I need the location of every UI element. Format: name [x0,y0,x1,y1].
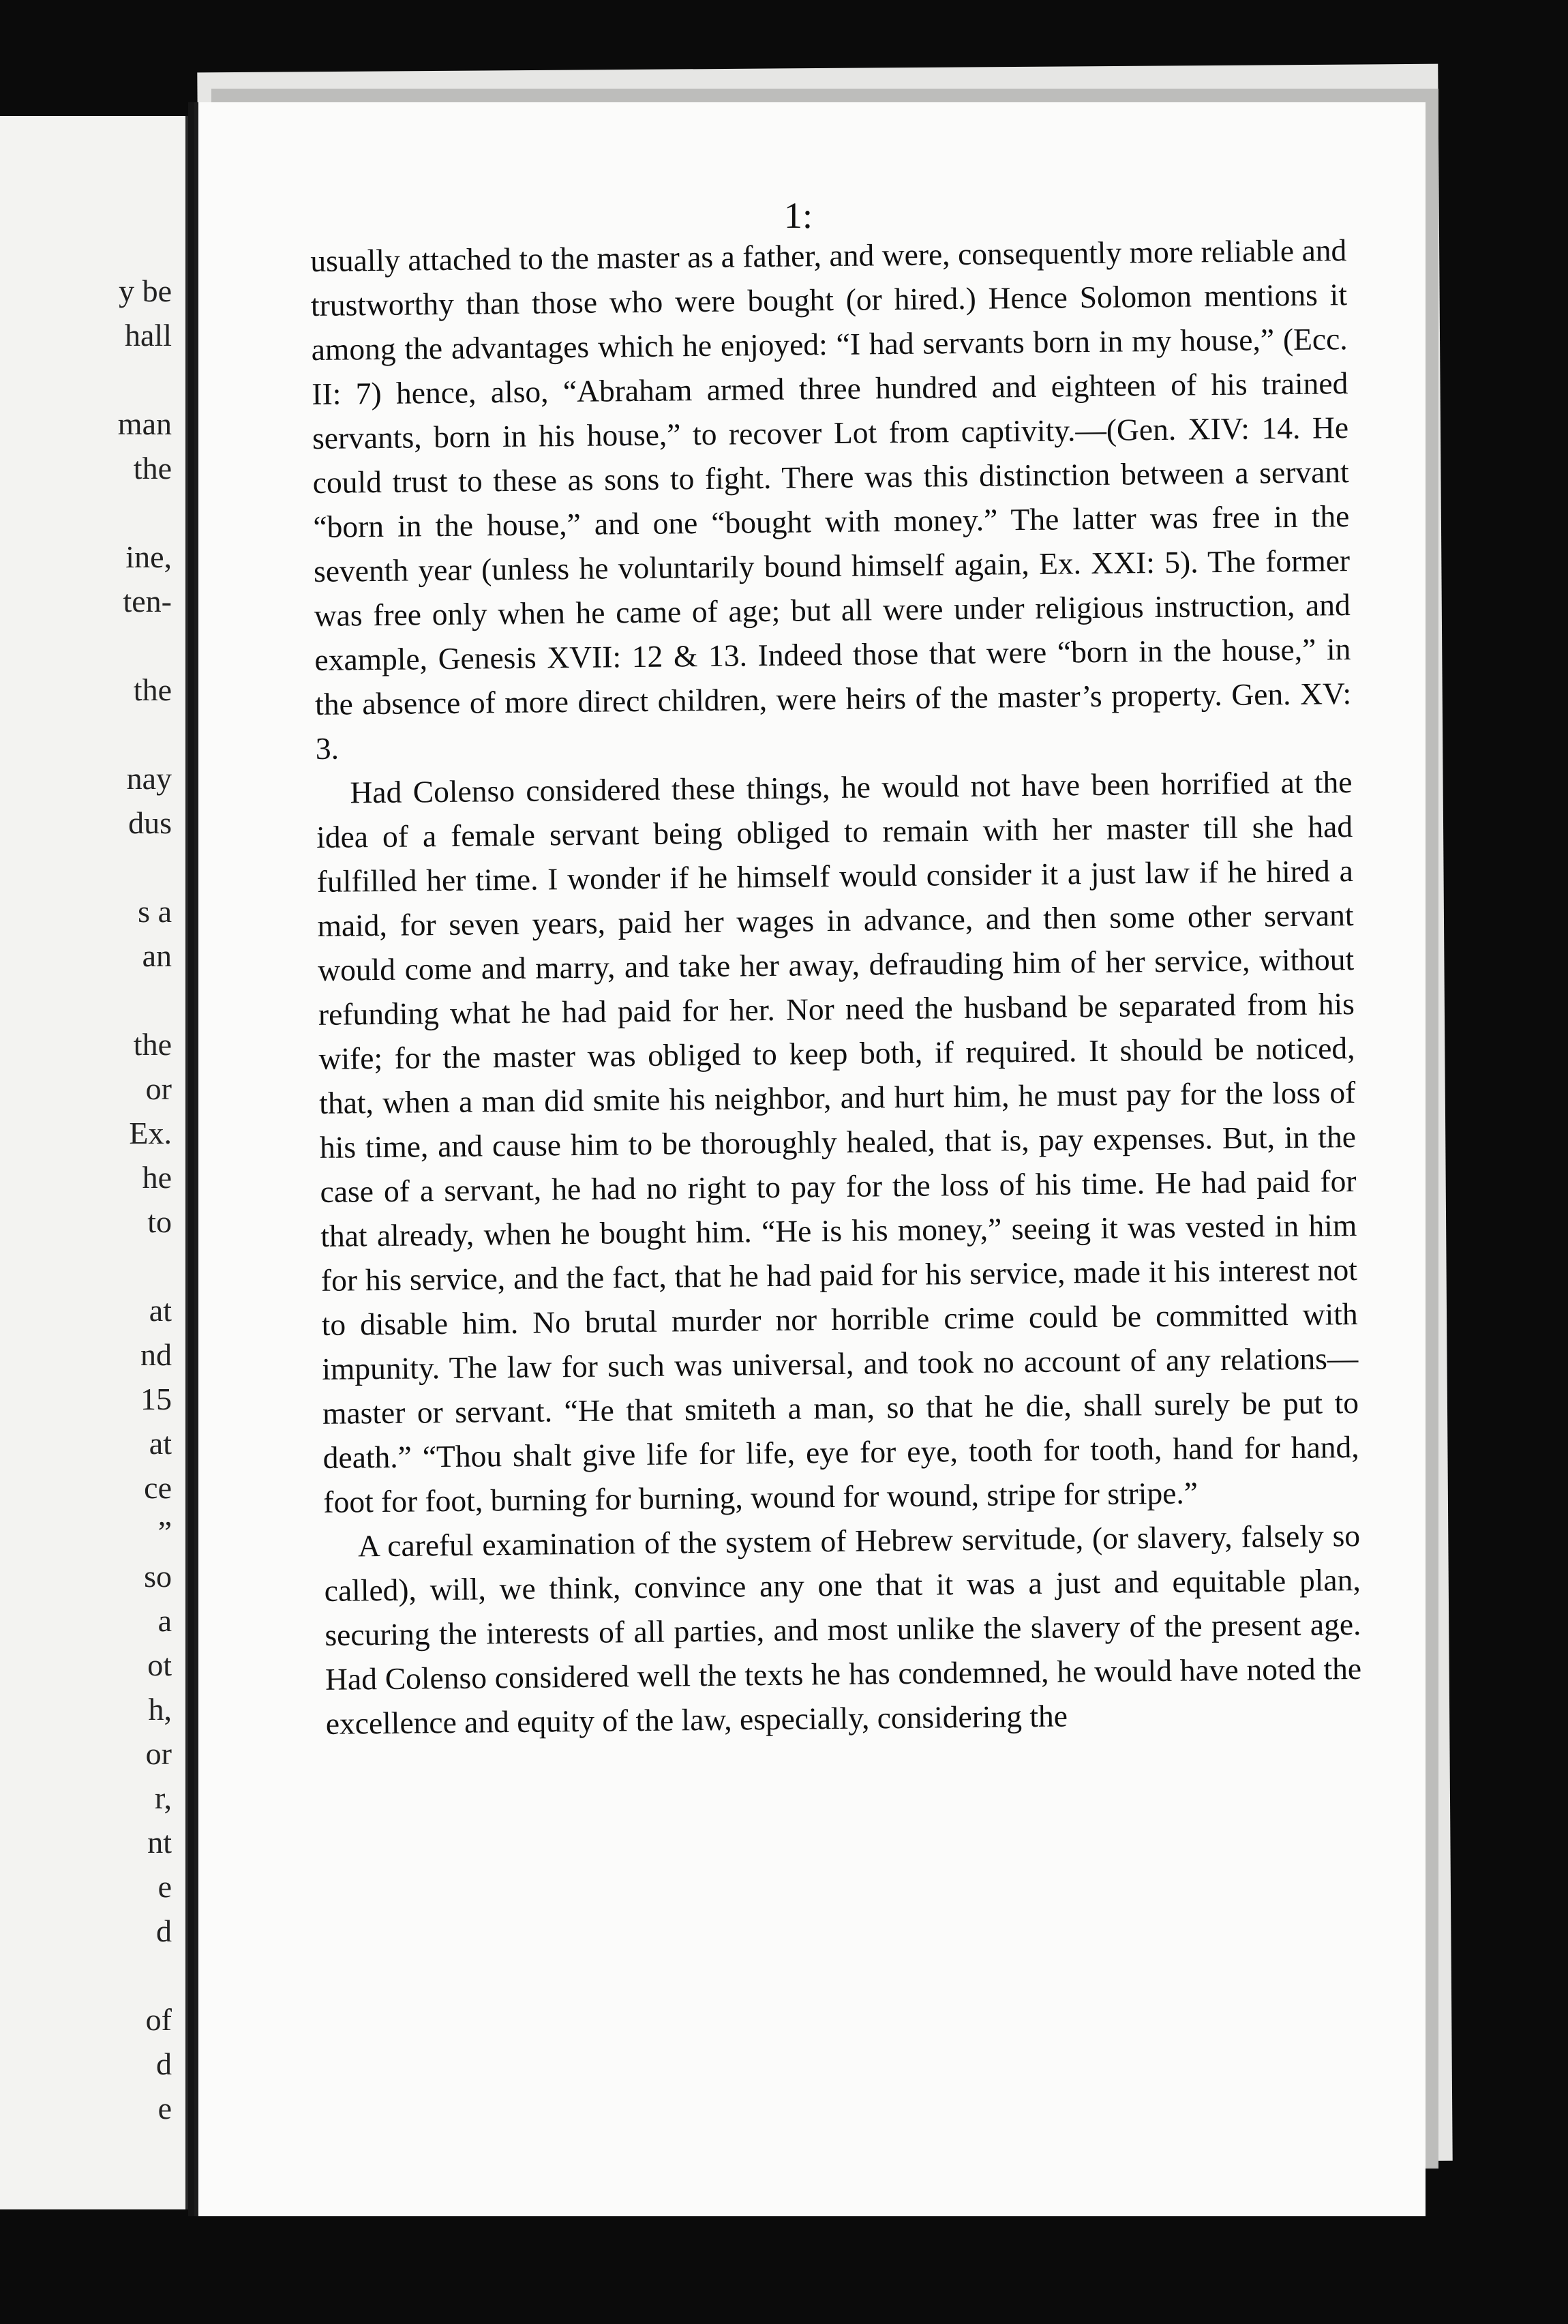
left-page-fragment: y be [119,273,172,308]
left-page-fragment: r, [155,1781,172,1815]
left-page-fragment: hall [125,318,172,353]
left-page-fragment: the [133,451,172,486]
left-page-fragment: e [157,2091,172,2126]
left-page-fragment: ce [144,1470,172,1505]
left-page-fragment: d [156,2046,172,2081]
left-page-fragment: ” [157,1515,172,1549]
left-page-fragment: he [142,1160,172,1195]
left-page-fragment: d [156,1913,172,1948]
left-page-fragment: of [145,2002,172,2037]
left-page-fragment: to [147,1204,172,1239]
left-page-fragment: nay [126,761,172,796]
left-page-fragment: ten- [123,584,172,619]
left-page-fragment: the [133,1027,172,1062]
left-page-fragment: 15 [140,1382,172,1416]
left-page-fragment: at [149,1293,172,1328]
left-page-fragment: an [142,938,172,973]
left-page-fragment: or [145,1071,172,1106]
left-page-fragment: nt [147,1825,172,1860]
left-page-fragment: s a [138,894,172,929]
left-page-fragment: Ex. [129,1116,172,1150]
paragraph-1: usually attached to the master as a father, and were, consequently more reliable and trustworthy than those who were bought (or hired.) Hence Solomon mentions it among the advantages which he enjoyed: “I had servants born in my house,” (Ecc. II: 7) hence, also, “Abraham armed three hundred and eighteen of his trained servants, born in his house,” to recover Lot from captivity.—(Gen. XIV: 14. He could trust to these as sons to fight. There was this distinction between a servant “born in the house,” and one “bought with money.” The latter was free in the seventh year (unless he voluntarily bound himself again, Ex. XXI: 5). The former was free only when he came of age; but all were under religious instruction, and example, Genesis XVII: 12 & 13. Indeed those that were “born in the house,” in the absence of more direct children, were heirs of the master’s property. Gen. XV: 3. [310,233,1352,766]
left-page-fragment: h, [148,1692,172,1727]
left-page [0,116,191,2209]
left-page-fragment: the [133,672,172,707]
left-page-fragment: man [117,406,172,441]
left-page-fragment: dus [128,805,172,840]
page-number: 1: [784,195,813,236]
paragraph-3: A careful examination of the system of Hebrew servitude, (or slavery, falsely so called), will, we think, convince any one that it was a just and equitable plan, securing the interests of all parties, and most unlike the slavery of the present age. Had Colenso considered well the texts he has condemned, he would have noted the excellence and equity of the law, especially, considering the [324,1517,1362,1741]
left-page-fragment: nd [140,1337,172,1372]
left-page-fragment: so [144,1559,172,1594]
left-page-fragment: or [145,1736,172,1771]
left-page-fragment: e [157,1869,172,1904]
left-page-fragment: at [149,1426,172,1461]
left-page-fragment: a [157,1603,172,1638]
body-text [310,228,1362,1746]
paragraph-2: Had Colenso considered these things, he would not have been horrified at the idea of a female servant being obliged to remain with her master till she had fulfilled her time. I wonder if he himself would consider it a just law if he hired a maid, for seven years, paid her wages in advance, and then some other servant would come and marry, and take her away, defrauding him of her service, without refunding what he had paid for her. Nor need the husband be separated from his wife; for the master was obliged to keep both, if required. It should be noticed, that, when a man did smite his neighbor, and hurt him, he must pay for the loss of his time, and cause him to be thoroughly healed, that is, pay expenses. But, in the case of a servant, he had no right to pay for the loss of his time. He had paid for that already, when he bought him. “He is his money,” seeing it was vested in him for his service, and the fact, that he had paid for his service, made it his interest not to disable him. No brutal murder nor horrible crime could be committed with impunity. The law for such was universal, and took no account of any relations—master or servant. “He that smiteth a man, so that he die, shall surely be put to death.” “Thou shalt give life for life, eye for eye, tooth for tooth, hand for hand, foot for foot, burning for burning, wound for wound, stripe for stripe.” [316,764,1359,1519]
left-page-fragment: ot [147,1648,172,1682]
left-page-fragment: ine, [125,539,172,574]
